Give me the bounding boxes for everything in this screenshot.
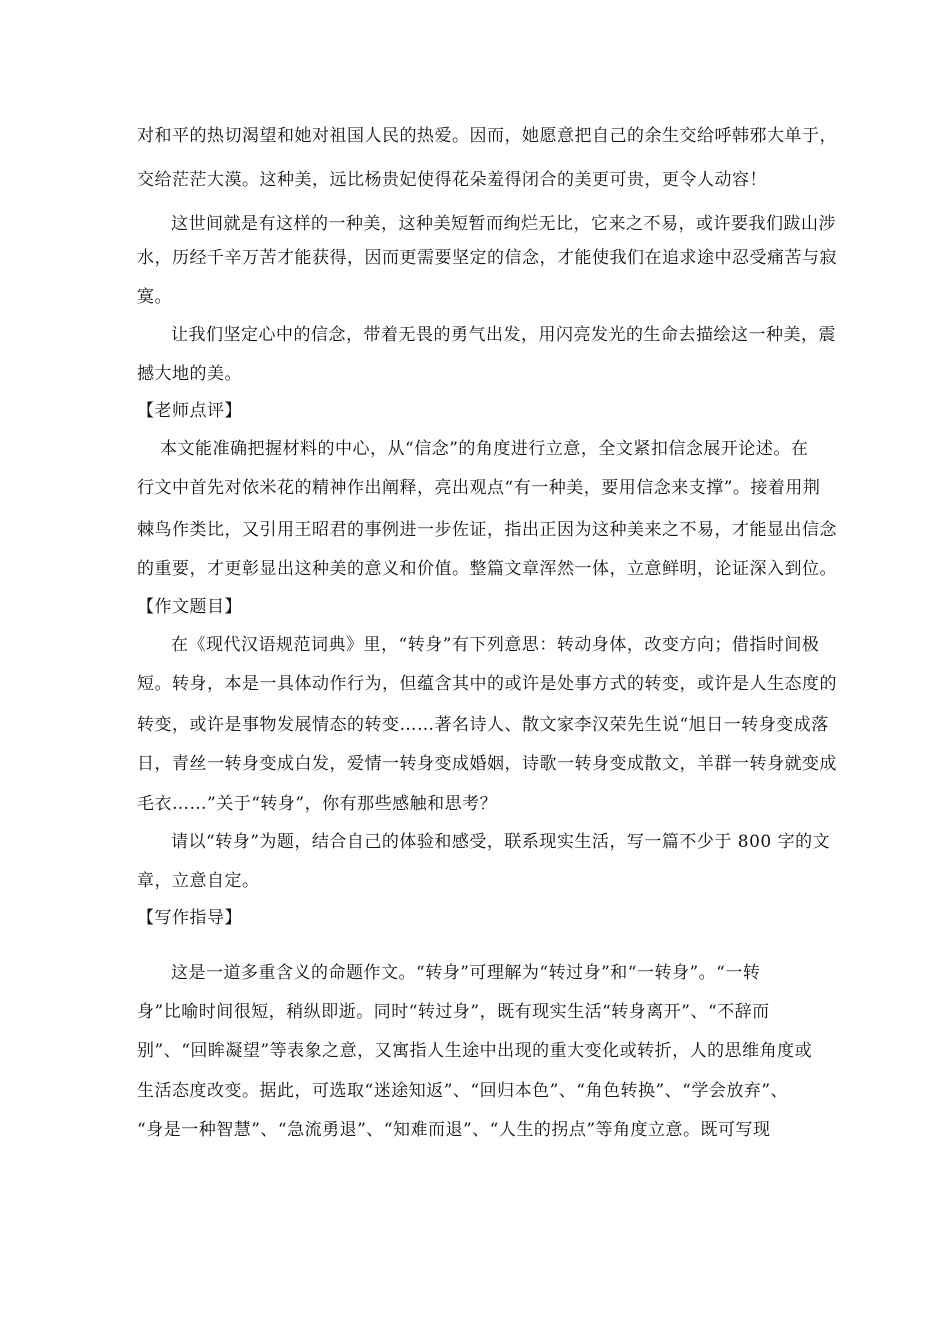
text-line: 撼大地的美。 xyxy=(137,364,242,384)
text-line: 短。转身，本是一具体动作行为，但蕴含其中的或许是处事方式的转变，或许是人生态度的 xyxy=(137,674,837,694)
text-line: 日，青丝一转身变成白发，爱情一转身变成婚姻，诗歌一转身变成散文，羊群一转身就变成 xyxy=(137,754,837,774)
text-line: 别”、“回眸凝望”等表象之意，又寓指人生途中出现的重大变化或转折，人的思维角度或 xyxy=(137,1041,813,1061)
text-line: 毛衣……”关于“转身”，你有那些感触和思考？ xyxy=(137,794,498,814)
text-line: 请以“转身”为题，结合自己的体验和感受，联系现实生活，写一篇不少于 800 字的文 xyxy=(171,832,831,852)
text-line: “身是一种智慧”、“急流勇退”、“知难而退”、“人生的拐点”等角度立意。既可写现 xyxy=(137,1120,771,1140)
section-heading-teacher-comment: 【老师点评】 xyxy=(137,401,242,421)
text-line: 对和平的热切渴望和她对祖国人民的热爱。因而，她愿意把自己的余生交给呼韩邪大单于， xyxy=(137,126,837,146)
text-line: 行文中首先对依米花的精神作出阐释，亮出观点“有一种美，要用信念来支撑”。接着用荆 xyxy=(137,478,821,498)
text-line: 寞。 xyxy=(137,287,172,307)
text-line: 让我们坚定心中的信念，带着无畏的勇气出发，用闪亮发光的生命去描绘这一种美，震 xyxy=(171,325,836,345)
text-line: 生活态度改变。据此，可选取“迷途知返”、“回归本色”、“角色转换”、“学会放弃”、 xyxy=(137,1081,789,1101)
text-line: 交给茫茫大漠。这种美，远比杨贵妃使得花朵羞得闭合的美更可贵，更令人动容！ xyxy=(137,170,767,190)
text-line: 水，历经千辛万苦才能获得，因而更需要坚定的信念，才能使我们在追求途中忍受痛苦与寂 xyxy=(137,248,837,268)
text-line: 这世间就是有这样的一种美，这种美短暂而绚烂无比，它来之不易，或许要我们跋山涉 xyxy=(171,214,836,234)
text-line: 章，立意自定。 xyxy=(137,871,260,891)
text-line: 本文能准确把握材料的中心，从“信念”的角度进行立意，全文紧扣信念展开论述。在 xyxy=(160,439,809,459)
text-line: 转变，或许是事物发展情态的转变……著名诗人、散文家李汉荣先生说“旭日一转身变成落 xyxy=(137,715,829,735)
text-line: 棘鸟作类比，又引用王昭君的事例进一步佐证，指出正因为这种美来之不易，才能显出信念 xyxy=(137,520,837,540)
section-heading-writing-guide: 【写作指导】 xyxy=(137,908,242,928)
text-line: 身”比喻时间很短，稍纵即逝。同时“转过身”，既有现实生活“转身离开”、“不辞而 xyxy=(137,1002,770,1022)
text-line: 的重要，才更彰显出这种美的意义和价值。整篇文章浑然一体，立意鲜明，论证深入到位。 xyxy=(137,559,837,579)
text-line: 这是一道多重含义的命题作文。“转身”可理解为“转过身”和“一转身”。“一转 xyxy=(171,963,761,983)
section-heading-essay-topic: 【作文题目】 xyxy=(137,597,242,617)
text-line: 在《现代汉语规范词典》里，“转身”有下列意思：转动身体，改变方向；借指时间极 xyxy=(171,635,820,655)
